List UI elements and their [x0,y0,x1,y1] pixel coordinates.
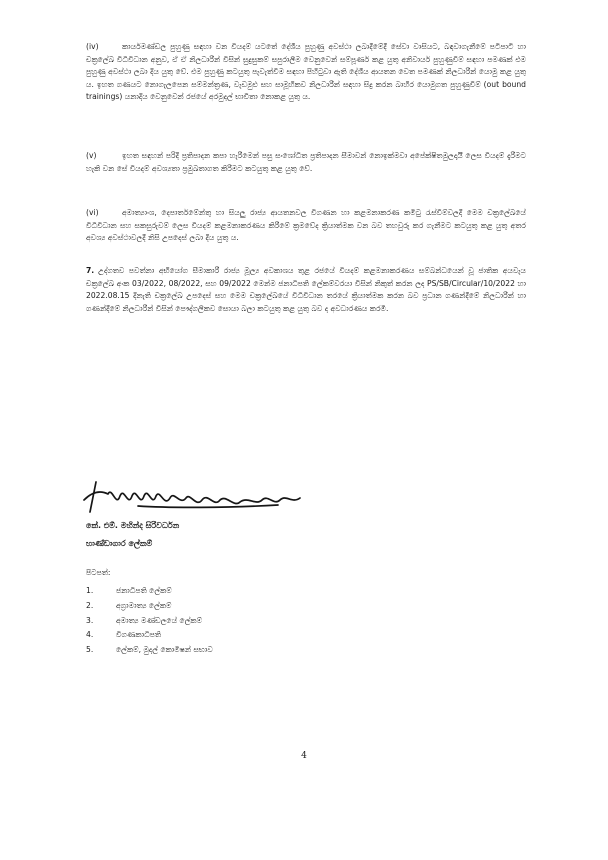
signatory-name: කේ. එම්. මහින්ද සිරිවර්ධන [86,521,180,530]
copies-heading: පිටපත්: [86,568,111,577]
paragraph-v [86,150,526,175]
paragraph-v-marker: (v) [86,151,97,160]
list-item-index: 1. [86,586,94,595]
list-item-label: අග්‍රාමාත්‍ය ලේකම් [116,600,172,610]
list-item-label: ලේකම්, මුදල් කොමිෂන් සභාව [116,645,213,655]
paragraph-vi-marker: (vi) [86,208,99,217]
list-item-index: 3. [86,615,94,625]
paragraph-7 [86,265,526,315]
paragraph-v-text: ඉහත සඳහන් පරිදි ප්‍රතිපාදන කපා හැරීමෙන් පසු සංශෝධිත ප්‍රතිපාදන සීමාවන් නොඉක්මවා අපේක්ෂිතමුලදායී ලෙස වියදම් දැරීමට හැකි වන සේ වියදම් අවශ්‍යතා ප්‍රමුඛතාගත කිරීමට කටයුතු කළ යුතු වේ. [86,151,526,173]
list-item-index: 4. [86,630,94,640]
copies-list [86,584,386,658]
paragraph-vi [86,207,526,245]
list-item [86,643,386,658]
list-item-label: අමාත්‍ය මණ්ඩලයේ ලේකම් [116,615,203,625]
paragraph-vi-text: අමාත්‍යාංශ, දෙපාර්තමේන්තු හා සියලු රාජ්‍ය ආයතනවල විගණන හා කළමනාකරණ කමිටු රැස්වීම්වලදී මෙම චක්‍රලේඛයේ විධිවිධාන සහ සකසුරුවම් ලෙස වියදම් කළමනාකරණය කිරීමේ ක්‍රමවේද ක්‍රියාත්මක වන බව තහවුරු කර ගැනීමට කටයුතු කළ යුතු අතර අවශ්‍ය අවස්ථාවලදී නිසි උපදෙස් ලබා දිය යුතු ය. [86,208,526,243]
list-item [86,599,386,614]
list-item-index: 2. [86,600,94,610]
list-item [86,584,386,599]
handwritten-signature [78,478,318,516]
paragraph-7-number: 7. [86,266,95,275]
list-item-label: විගණකාධිපති [116,630,162,640]
signatory-title: භාණ්ඩාගාර ලේකම් [86,539,153,548]
list-item-index: 5. [86,645,94,655]
list-item-label: ජනාධිපති ලේකම් [116,586,172,595]
paragraph-iv-text: කාර්යමණ්ඩල පුහුණු සඳහා වන වියදම් යටතේ දේශීය පුහුණු අවස්ථා ලබාදීමේදී සේවා වාසියට, බඳවාගැනීමේ පටිපාටි හා චක්‍රලේඛ විධිවිධාන අනුව, ඒ ඒ නිලධාරීන් විසින් සුදුසුකම් සපුරාලීම වෙනුවෙන් සම්පූර්ණ කළ යුතු අනිවාර්ය පුහුණුවීම් සඳහා පමණක් එම පුහුණු අවස්ථා ලබා දිය යුතු වේ. එම පුහුණු කටයුතු පැවැත්වීම සඳහා පිහිටුවා ඇති දේශීය ආයතන වෙත පමණක් නිලධාරීන් යොමු කළ යුතු ය. ඉහත ගණයට නොගැලපෙන සම්මන්ත්‍රණ, වැඩමුළු සහ සාමූහිකව නිලධාරීන් සඳහා සිදු කරන බාහිර යොමුගත පුහුණුවීම් (out bound trainings) යනාදිය වෙනුවෙන් රජයේ අරමුදල් භාවිතා නොකළ යුතු ය. [86,42,526,102]
list-item [86,628,386,643]
page-number: 4 [301,751,307,761]
paragraph-iv-marker: (iv) [86,42,99,51]
list-item [86,614,386,629]
paragraph-7-text: උද්ගතව පවත්නා අභියෝග සීමාකාරී රාජ්‍ය මූල්‍ය අවකාශය තුළ රජයේ වියදම් කළමනාකරණය සම්බන්ධයෙන් වූ ජාතික අයවැය චක්‍රලේඛ අංක 03/2022, 08/2022, සහ 09/2022 මෙන්ම ජනාධිපති ලේකම්වරයා විසින් නිකුත් කරන ලද PS/SB/Circular/10/2022 හා 2022.08.15 දිනැති චක්‍රලේඛ උපදෙස් සහ මෙම චක්‍රලේඛයේ විධිවිධාන තරයේ ක්‍රියාත්මක කරන බව ප්‍රධාන ගණන්දීමේ නිලධාරීන් හා ගණන්දීමේ නිලධාරීන් විසින් පෞද්ගලිකව සොයා බලා කටයුතු කළ යුතු බව ද අවධාරණය කරමි. [86,266,526,313]
paragraph-iv [86,41,526,104]
